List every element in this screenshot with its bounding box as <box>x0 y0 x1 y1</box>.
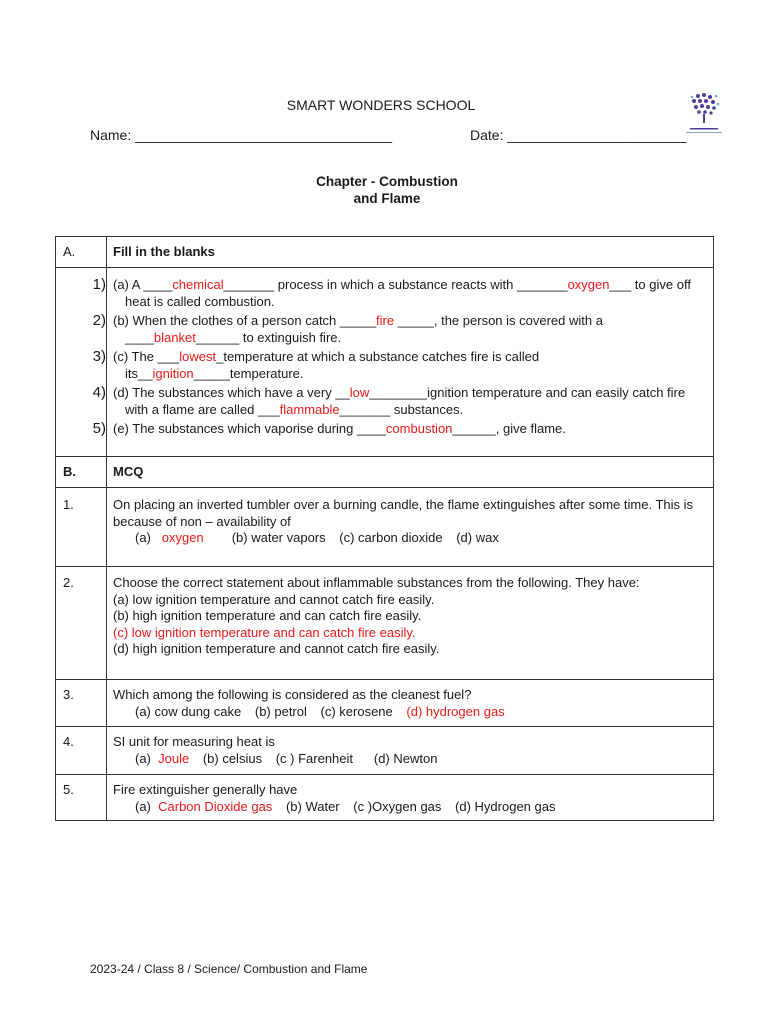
option-c-answer: (c) low ignition temperature and can catch fire easily. <box>113 624 416 640</box>
question-text: On placing an inverted tumbler over a burning candle, the flame extinguishes after some time. This is because of non – availability of <box>113 497 694 529</box>
list-item <box>92 420 707 438</box>
question-number: 4. <box>56 727 107 775</box>
option-d: (d) high ignition temperature and cannot catch fire easily. <box>113 641 440 656</box>
question-number: 3. <box>56 680 107 727</box>
section-b-title: MCQ <box>107 457 714 488</box>
option-d: (d) wax <box>456 530 499 545</box>
mcq-row <box>56 488 714 567</box>
name-field: Name: _________________________________ <box>90 127 393 143</box>
option-b: (b) celsius <box>202 750 263 766</box>
chapter-title-line2: and Flame <box>353 191 421 206</box>
date-field: Date: _______________________ <box>470 127 687 143</box>
worksheet-table <box>55 236 714 821</box>
question-text: _temperature at which a substance catches fire is called its__ <box>125 349 540 381</box>
question-text: ______ to extinguish fire. <box>195 329 342 345</box>
answer-text: oxygen <box>567 277 610 292</box>
question-text: _____, the person is covered with a ____ <box>125 313 603 345</box>
question-text: (c) The ___ <box>113 349 180 364</box>
answer-text: lowest <box>179 349 217 364</box>
option-a: (a) cow dung cake <box>135 703 242 719</box>
question-number: 1. <box>56 488 107 567</box>
section-b-label: B. <box>56 457 107 488</box>
question-text: (d) The substances which have a very __ <box>113 385 350 400</box>
option-a-answer: Carbon Dioxide gas <box>158 798 273 814</box>
option-b: (b) Water <box>285 798 340 814</box>
answer-text: ignition <box>152 365 194 381</box>
list-item <box>92 348 707 382</box>
question-text: _______ process in which a substance reacts with _______ <box>223 277 568 292</box>
section-b-header-row <box>56 457 714 488</box>
option-c: (c )Oxygen gas <box>353 798 442 814</box>
list-item <box>92 312 707 346</box>
option-a-label: (a) <box>135 530 151 545</box>
question-text: (a) A ____ <box>113 277 173 292</box>
item-number: 3) <box>92 348 106 365</box>
mcq-row <box>56 775 714 821</box>
question-number: 5. <box>56 775 107 821</box>
option-a-answer: oxygen <box>161 530 204 545</box>
option-b: (b) high ignition temperature and can catch fire easily. <box>113 608 422 623</box>
option-d-answer: (d) hydrogen gas <box>406 703 505 719</box>
fill-blanks-row <box>56 268 714 457</box>
chapter-title-line1: Chapter - Combustion <box>316 174 458 189</box>
mcq-row <box>56 567 714 680</box>
answer-text: fire <box>376 313 395 328</box>
item-number: 5) <box>92 420 106 437</box>
question-text: _____temperature. <box>193 365 304 381</box>
option-a-label: (a) <box>135 750 151 766</box>
answer-text: combustion <box>385 421 453 436</box>
options <box>113 530 707 547</box>
option-a-answer: Joule <box>158 750 190 766</box>
section-a-header-row <box>56 237 714 268</box>
question-text: Fire extinguisher generally have <box>113 782 298 797</box>
question-text: Which among the following is considered as the cleanest fuel? <box>113 687 472 702</box>
item-number: 4) <box>92 384 106 401</box>
chapter-title <box>0 173 768 207</box>
mcq-row <box>56 727 714 775</box>
options <box>113 704 707 721</box>
question-text: ___ to give off heat is called combustion. <box>125 277 691 309</box>
option-a: (a) low ignition temperature and cannot catch fire easily. <box>113 591 435 607</box>
section-a-label: A. <box>56 237 107 268</box>
answer-text: low <box>349 385 370 400</box>
question-text: ________ignition temperature and can easily catch fire with a flame are called ___ <box>125 385 686 417</box>
option-d: (d) Newton <box>373 750 438 766</box>
item-number: 1) <box>92 276 106 293</box>
options <box>113 799 707 816</box>
mcq-row <box>56 680 714 727</box>
question-text: _______ substances. <box>339 401 464 417</box>
answer-text: blanket <box>153 329 196 345</box>
option-a-label: (a) <box>135 798 151 814</box>
question-text: (b) When the clothes of a person catch _____ <box>113 313 377 328</box>
option-c: (c) kerosene <box>320 703 393 719</box>
question-text: SI unit for measuring heat is <box>113 734 275 749</box>
list-item <box>92 276 707 310</box>
option-c: (c ) Farenheit <box>275 750 354 766</box>
option-b: (b) petrol <box>254 703 307 719</box>
question-text: Choose the correct statement about inflammable substances from the following. They have: <box>113 575 640 590</box>
option-b: (b) water vapors <box>231 530 326 545</box>
question-text: ______, give flame. <box>452 421 566 436</box>
option-d: (d) Hydrogen gas <box>455 798 556 814</box>
option-c: (c) carbon dioxide <box>339 530 443 545</box>
question-number: 2. <box>56 567 107 680</box>
answer-text: chemical <box>172 277 224 292</box>
list-item <box>92 384 707 418</box>
options <box>113 751 707 768</box>
page-footer: 2023-24 / Class 8 / Science/ Combustion and Flame <box>90 962 368 976</box>
question-text: (e) The substances which vaporise during ____ <box>113 421 386 436</box>
item-number: 2) <box>92 312 106 329</box>
fill-blanks-list <box>92 276 707 438</box>
answer-text: flammable <box>279 401 340 417</box>
school-name: SMART WONDERS SCHOOL <box>286 97 476 113</box>
section-a-title: Fill in the blanks <box>107 237 714 268</box>
